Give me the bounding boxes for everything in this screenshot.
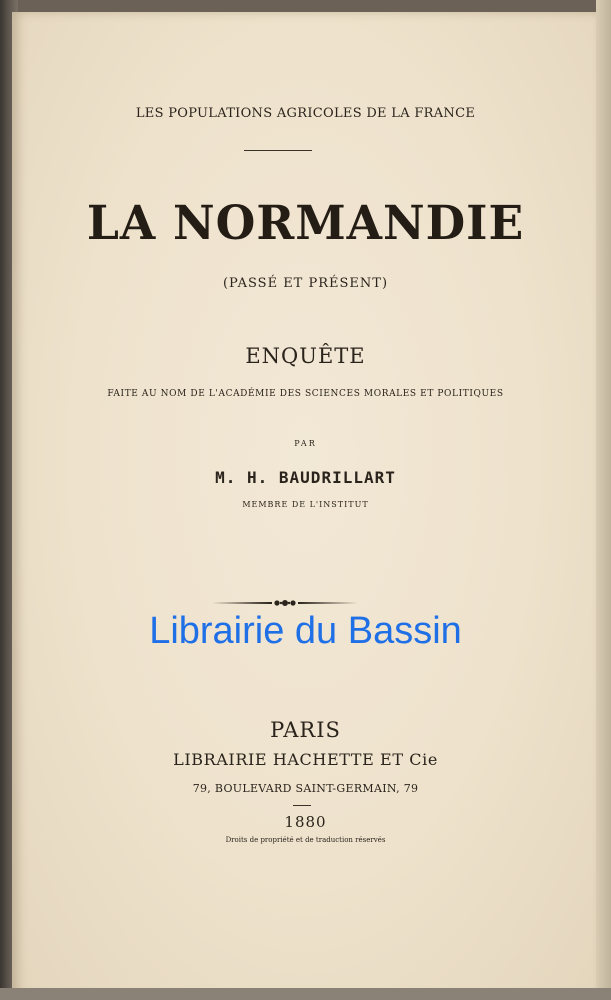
book-bottom-edge — [0, 988, 611, 1000]
series-title: LES POPULATIONS AGRICOLES DE LA FRANCE — [135, 106, 476, 121]
publication-year: 1880 — [284, 813, 327, 831]
by-label: PAR — [294, 439, 317, 448]
section-heading: ENQUÊTE — [245, 344, 366, 368]
publication-city: PARIS — [270, 718, 341, 742]
watermark-text: Librairie du Bassin — [149, 610, 462, 652]
description-line: FAITE AU NOM DE L'ACADÉMIE DES SCIENCES MORALES ET POLITIQUES — [107, 389, 504, 399]
book-subtitle: (PASSÉ ET PRÉSENT) — [222, 276, 389, 291]
author-affiliation: MEMBRE DE L'INSTITUT — [242, 500, 369, 509]
publisher-name: LIBRAIRIE HACHETTE ET Cie — [173, 750, 438, 769]
ornament-rule-icon — [210, 596, 360, 610]
small-divider-rule — [293, 805, 311, 806]
divider-rule — [244, 150, 312, 151]
book-title: LA NORMANDIE — [86, 196, 525, 251]
rights-notice: Droits de propriété et de traduction réservés — [225, 836, 386, 844]
publisher-address: 79, BOULEVARD SAINT-GERMAIN, 79 — [192, 782, 419, 795]
author-name: M. H. BAUDRILLART — [215, 468, 396, 487]
